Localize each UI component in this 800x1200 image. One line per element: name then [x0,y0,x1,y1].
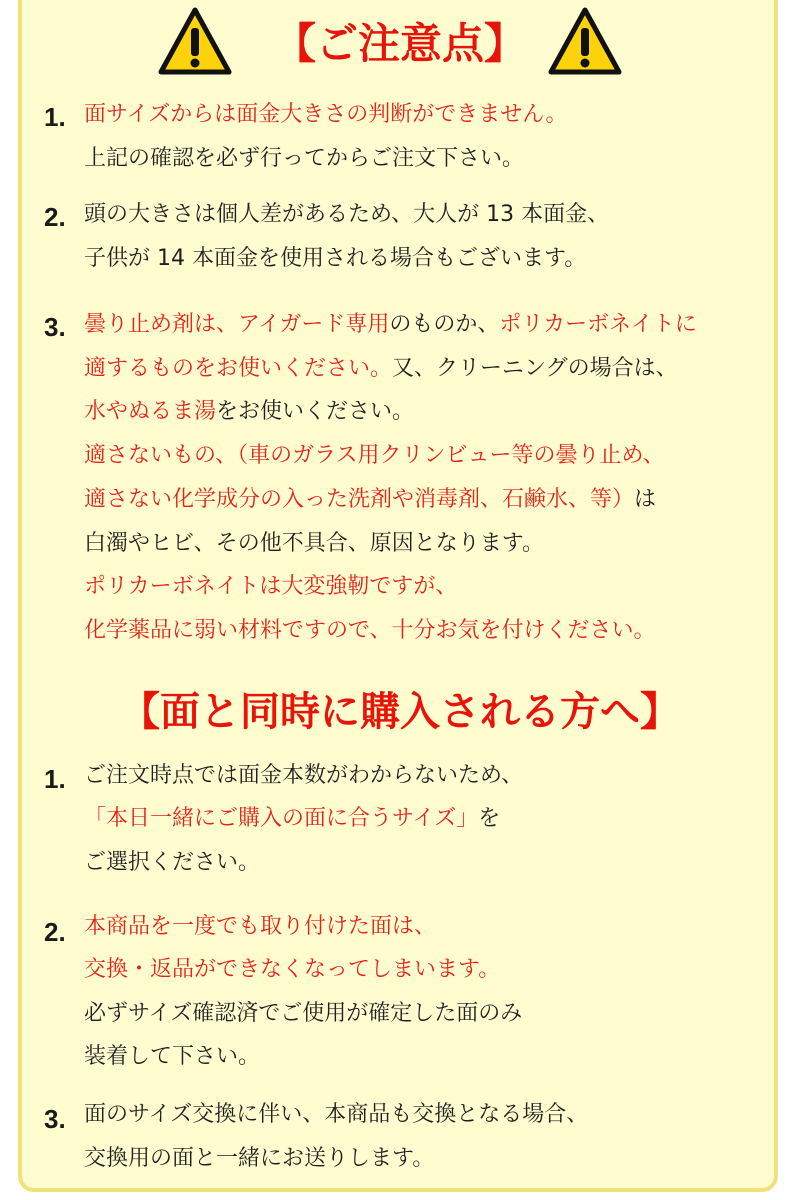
purchase-1-line-3: ご選択ください。 [84,850,261,875]
notice-3-line-3: 水やぬるま湯をお使いください。 [84,399,415,424]
purchase-2-line-4: 装着して下さい。 [84,1044,261,1069]
notice-3-line-2: 適するものをお使いください。又、クリーニングの場合は、 [84,356,678,381]
notice-3-line-7: ポリカーボネイトは大変強靭ですが、 [84,574,458,599]
purchase-2-line-1: 本商品を一度でも取り付けた面は、 [84,914,437,939]
notice-1-line-1: 面サイズからは面金大きさの判断ができません。 [84,102,568,127]
item-number: 1. [44,764,66,794]
item-number: 1. [44,102,66,132]
item-number: 3. [44,312,66,342]
purchase-title: 【面と同時に購入される方へ】 [120,689,680,735]
notice-title: 【ご注意点】 [273,19,526,68]
purchase-3-line-1: 面のサイズ交換に伴い、本商品も交換となる場合、 [84,1102,589,1127]
item-number: 2. [44,202,66,232]
purchase-1-line-1: ご注文時点では面金本数がわからないため、 [84,763,524,788]
purchase-2-line-3: 必ずサイズ確認済でご使用が確定した面のみ [84,1001,523,1026]
notice-3-line-1: 曇り止め剤は、アイガード専用のものか、ポリカーボネイトに [84,312,697,337]
notice-2-line-2: 子供が 14 本面金を使用される場合もございます。 [84,246,587,271]
notice-3-line-5: 適さない化学成分の入った洗剤や消毒剤、石鹸水、等）は [84,487,657,512]
item-number: 2. [44,917,66,947]
notice-3-line-6: 白濁やヒビ、その他不具合、原因となります。 [84,531,545,556]
notice-3-line-4: 適さないもの、（車のガラス用クリンビュー等の曇り止め、 [84,443,665,468]
purchase-2-line-2: 交換・返品ができなくなってしまいます。 [84,957,501,982]
item-number: 3. [44,1104,66,1134]
notice-2-line-1: 頭の大きさは個人差があるため、大人が 13 本面金、 [84,202,610,227]
notice-1-line-2: 上記の確認を必ず行ってからご注文下さい。 [84,146,525,171]
purchase-1-line-2: 「本日一緒にご購入の面に合うサイズ」を [84,806,501,831]
purchase-3-line-2: 交換用の面と一緒にお送りします。 [84,1146,435,1171]
notice-3-line-8: 化学薬品に弱い材料ですので、十分お気を付けください。 [84,618,656,643]
